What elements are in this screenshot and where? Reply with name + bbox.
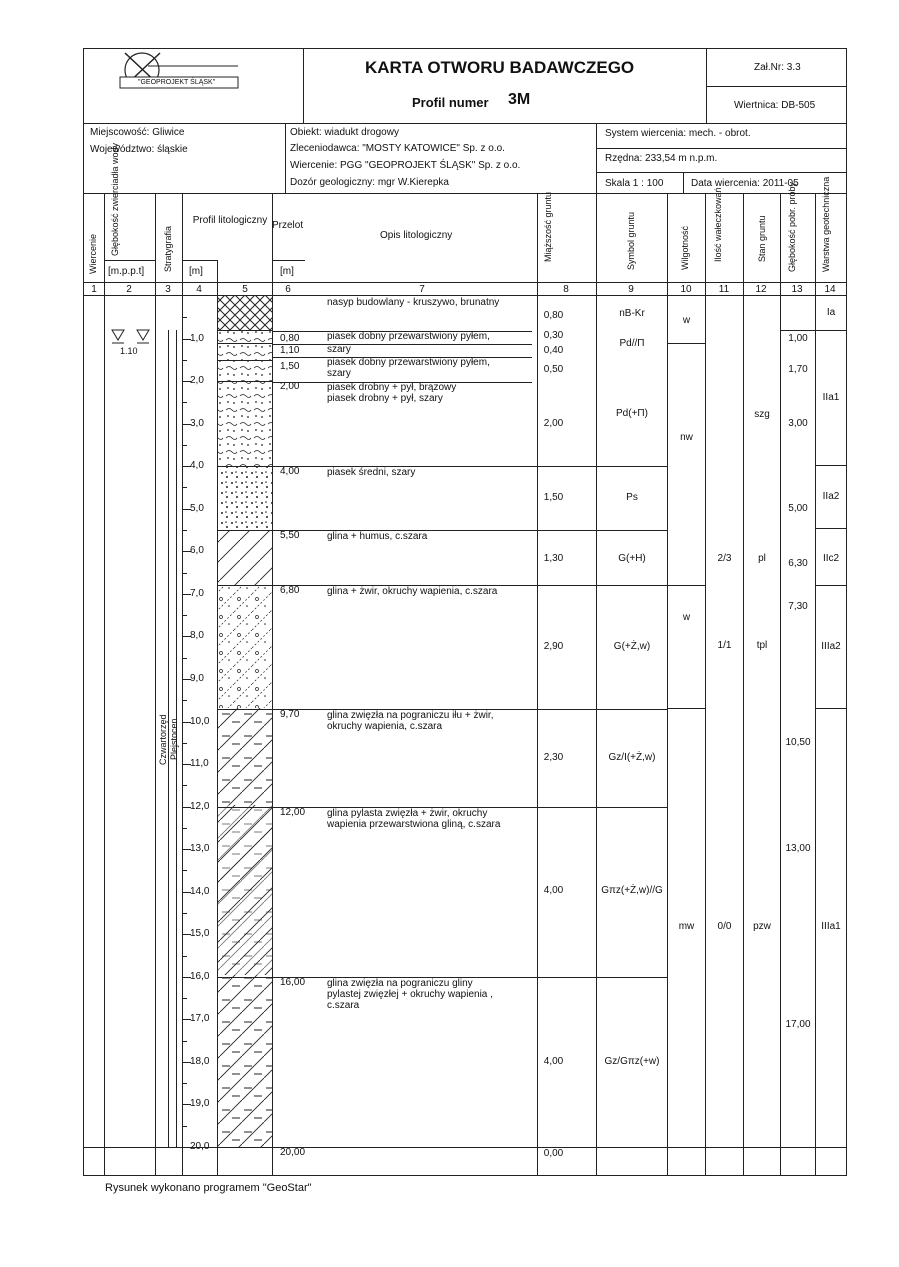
geotech-layer: IIa2 [822, 491, 840, 502]
depth-tick [183, 1147, 191, 1148]
layer-description: glina zwięzła na pograniczu iłu + żwir, [327, 709, 494, 721]
col-number: 4 [196, 284, 202, 295]
depth-tick [183, 1019, 191, 1020]
depth-tick [183, 594, 191, 595]
layer-boundary [272, 466, 667, 467]
col-number: 12 [755, 284, 767, 295]
layer-thickness: 0,30 [543, 330, 564, 341]
layer-description: piasek drobny + pył, szary [327, 393, 443, 404]
column-separator [815, 465, 846, 466]
soil-state-value: pl [758, 553, 766, 564]
col-unit-water: [m.p.p.t] [108, 266, 145, 277]
litho-glina-zwiezla [217, 708, 272, 805]
col-number: 14 [824, 284, 836, 295]
soil-state-value: tpl [756, 640, 768, 651]
depth-tick-label: 2,0 [190, 375, 204, 387]
layer-symbol: G(+H) [618, 553, 646, 564]
col-number: 10 [680, 284, 692, 295]
layer-top-depth: 2,00 [280, 381, 300, 392]
lithology-boundary [217, 343, 272, 344]
drilling: Wiercenie: PGG "GEOPROJEKT ŚLĄSK" Sp. z o.o. [290, 160, 521, 171]
column-separator [667, 585, 705, 586]
moisture-value: nw [680, 432, 693, 443]
layer-top-depth: 6,80 [280, 585, 300, 597]
depth-half-tick [183, 573, 187, 574]
depth-tick [183, 636, 191, 637]
col-header-rolls: Ilość wałeczkowań [713, 187, 723, 262]
layer-boundary [272, 1147, 667, 1148]
layer-thickness: 2,30 [543, 752, 564, 763]
layer-description: nasyp budowlany - kruszywo, brunatny [327, 297, 500, 308]
drilling-system: System wiercenia: mech. - obrot. [605, 128, 751, 139]
depth-half-tick [183, 658, 187, 659]
sample-depth: 13,00 [785, 843, 811, 854]
depth-half-tick [183, 1126, 187, 1127]
depth-half-tick [183, 785, 187, 786]
litho-nasyp [217, 296, 272, 331]
layer-symbol: nB-Kr [619, 308, 645, 319]
lithology-boundary [217, 360, 272, 361]
depth-tick-label: 6,0 [190, 545, 204, 557]
depth-tick-label: 11,0 [190, 758, 209, 770]
rolls-value: 1/1 [717, 640, 732, 651]
layer-description: piasek średni, szary [327, 467, 416, 479]
depth-half-tick [183, 998, 187, 999]
depth-tick [183, 849, 191, 850]
sample-depth: 10,50 [785, 737, 811, 748]
layer-top-depth: 20,00 [280, 1147, 306, 1158]
depth-half-tick [183, 743, 187, 744]
col-header-stratigraphy: Stratygrafia [163, 225, 173, 272]
col-number: 6 [285, 284, 291, 295]
layer-symbol: Gπz(+Ż,w)//G [601, 885, 663, 896]
layer-symbol: Pd//Π [619, 338, 645, 349]
col-number: 7 [419, 284, 425, 295]
stratigraphy-era: Czwartorzęd [158, 714, 168, 765]
layer-top-depth: 5,50 [280, 530, 300, 542]
layer-description: glina zwięzła na pograniczu gliny [327, 977, 473, 989]
col-number: 11 [718, 284, 730, 295]
depth-half-tick [183, 913, 187, 914]
locality: Miejscowość: Gliwice [90, 127, 185, 138]
layer-boundary [272, 357, 532, 358]
col-header-profile: Profil litologiczny [192, 215, 268, 226]
layer-symbol: Ps [626, 492, 638, 503]
depth-tick-label: 4,0 [190, 460, 204, 472]
col-header-water: Głębokość zwierciadła wody [110, 142, 120, 256]
sample-depth: 1,00 [788, 333, 808, 344]
depth-half-tick [183, 956, 187, 957]
profile-number: 3M [508, 91, 531, 108]
layer-boundary [272, 709, 667, 710]
depth-tick-label: 16,0 [190, 970, 210, 982]
depth-tick [183, 807, 191, 808]
litho-piasek-pyl [217, 331, 272, 467]
layer-description: glina + żwir, okruchy wapienia, c.szara [327, 586, 498, 598]
col-number: 9 [628, 284, 634, 295]
depth-tick [183, 679, 191, 680]
rolls-value: 2/3 [717, 553, 732, 564]
layer-description: piasek dobny przewarstwiony pyłem, [327, 331, 490, 342]
layer-thickness: 0,50 [543, 364, 564, 375]
depth-half-tick [183, 828, 187, 829]
depth-half-tick [183, 870, 187, 871]
depth-half-tick [183, 487, 187, 488]
drilling-date: Data wiercenia: 2011-05 [691, 178, 799, 189]
col-number: 3 [165, 284, 171, 295]
lithology-boundary [217, 381, 272, 382]
depth-half-tick [183, 1083, 187, 1084]
depth-tick [183, 764, 191, 765]
depth-tick [183, 892, 191, 893]
layer-description: piasek drobny + pył, brązowy [327, 382, 457, 393]
col-header-symbol: Symbol gruntu [626, 211, 636, 270]
sample-depth: 3,00 [788, 418, 808, 429]
moisture-value: w [682, 315, 691, 326]
depth-tick-label: 3,0 [190, 417, 204, 429]
lithology-boundary [217, 530, 272, 531]
object: Obiekt: wiadukt drogowy [290, 127, 399, 138]
depth-half-tick [183, 445, 187, 446]
depth-tick [183, 339, 191, 340]
layer-top-depth: 4,00 [280, 466, 300, 478]
page-title: KARTA OTWORU BADAWCZEGO [365, 58, 635, 77]
supervision: Dozór geologiczny: mgr W.Kierepka [290, 177, 449, 188]
depth-half-tick [183, 1041, 187, 1042]
depth-half-tick [183, 360, 187, 361]
moisture-value: mw [678, 921, 695, 932]
depth-half-tick [183, 615, 187, 616]
layer-boundary [272, 807, 667, 808]
depth-tick [183, 1062, 191, 1063]
logo-text: "GEOPROJEKT ŚLĄSK" [138, 79, 216, 86]
column-separator [780, 330, 815, 331]
layer-thickness: 0,80 [543, 310, 564, 321]
lithology-boundary [217, 807, 272, 808]
attachment-number: Zał.Nr: 3.3 [754, 62, 801, 73]
layer-top-depth: 0,80 [280, 333, 300, 344]
layer-top-depth: 1,50 [280, 361, 300, 372]
layer-thickness: 1,30 [543, 553, 564, 564]
sample-depth: 5,00 [788, 503, 808, 514]
layer-thickness: 0,40 [543, 345, 564, 356]
depth-tick [183, 424, 191, 425]
profile-label: Profil numer [412, 95, 489, 110]
layer-boundary [272, 530, 667, 531]
depth-tick-label: 5,0 [190, 502, 204, 514]
col-header-przelot: Przelot [272, 220, 304, 231]
depth-tick-label: 17,0 [190, 1013, 210, 1025]
depth-tick-label: 10,0 [190, 715, 210, 727]
depth-tick-label: 9,0 [190, 672, 204, 684]
depth-tick [183, 1104, 191, 1105]
depth-half-tick [183, 700, 187, 701]
soil-state-value: pzw [753, 921, 771, 932]
depth-tick-label: 19,0 [190, 1098, 210, 1110]
col-number: 1 [91, 284, 97, 295]
col-header-state: Stan gruntu [757, 215, 767, 262]
col-unit-profile: [m] [189, 266, 203, 277]
rolls-value: 0/0 [717, 921, 732, 932]
depth-tick-label: 20,0 [190, 1141, 210, 1152]
voivodeship: Województwo: śląskie [90, 144, 188, 155]
layer-description: pylastej zwięzłej + okruchy wapienia , [327, 988, 493, 1000]
layer-thickness: 4,00 [543, 1056, 564, 1067]
moisture-value: w [682, 612, 691, 623]
sample-depth: 7,30 [788, 601, 808, 612]
layer-description: szary [327, 344, 351, 355]
depth-half-tick [183, 317, 187, 318]
layer-description: glina + humus, c.szara [327, 531, 428, 543]
layer-top-depth: 12,00 [280, 806, 306, 818]
layer-boundary [272, 977, 667, 978]
column-separator [815, 585, 846, 586]
geotech-layer: IIIa2 [821, 641, 841, 652]
water-level-value: 1.10 [120, 346, 138, 356]
col-number: 13 [791, 284, 803, 295]
depth-tick-label: 13,0 [190, 843, 210, 855]
geotech-layer: Ia [826, 307, 836, 318]
depth-half-tick [183, 402, 187, 403]
lithology-boundary [217, 977, 272, 978]
layer-boundary [272, 585, 667, 586]
lithology-boundary [217, 466, 272, 467]
col-header-moisture: Wilgotność [680, 225, 690, 270]
column-separator [667, 343, 705, 344]
drilling-rig: Wiertnica: DB-505 [734, 100, 816, 111]
layer-thickness: 2,90 [543, 641, 564, 652]
litho-glina-humus [217, 530, 272, 585]
depth-tick-label: 12,0 [190, 800, 210, 812]
layer-description: szary [327, 368, 351, 379]
col-header-description: Opis litologiczny [380, 230, 453, 241]
layer-boundary [272, 382, 532, 383]
column-separator [815, 708, 846, 709]
col-unit-przelot: [m] [280, 266, 294, 277]
litho-piasek-sredni [217, 467, 272, 530]
layer-boundary [272, 331, 532, 332]
water-level-icon [112, 330, 149, 343]
sample-depth: 6,30 [788, 558, 808, 569]
depth-tick [183, 934, 191, 935]
lithology-boundary [217, 585, 272, 586]
col-number: 8 [563, 284, 569, 295]
depth-tick [183, 977, 191, 978]
layer-description: wapienia przewarstwiona gliną, c.szara [327, 818, 501, 830]
litho-glina-zwir [217, 585, 272, 708]
layer-description: okruchy wapienia, c.szara [327, 720, 443, 732]
layer-symbol: Gz/Gπz(+w) [604, 1056, 660, 1067]
column-separator [815, 528, 846, 529]
client: Zleceniodawca: "MOSTY KATOWICE" Sp. z o.o. [290, 143, 505, 154]
depth-tick [183, 509, 191, 510]
lithology-boundary [217, 330, 272, 331]
elevation: Rzędna: 233,54 m n.p.m. [605, 153, 718, 164]
layer-description: glina pylasta zwięzła + żwir, okruchy [327, 807, 488, 819]
layer-description: piasek dobny przewarstwiony pyłem, [327, 357, 490, 368]
scale: Skala 1 : 100 [605, 178, 664, 189]
lithology-boundary [217, 1147, 272, 1148]
sample-depth: 1,70 [788, 364, 808, 375]
lithology-boundary [217, 709, 272, 710]
depth-tick-label: 8,0 [190, 630, 204, 642]
col-header-sample-depth: Głębokość pobr. próby [787, 181, 797, 272]
layer-thickness: 0,00 [543, 1148, 564, 1159]
sample-depth: 17,00 [785, 1019, 811, 1030]
col-header-thickness: Miąższość gruntu [543, 191, 553, 262]
layer-description: c.szara [327, 999, 360, 1011]
footer-note: Rysunek wykonano programem "GeoStar" [105, 1182, 312, 1194]
layer-thickness: 1,50 [543, 492, 564, 503]
column-separator [667, 708, 705, 709]
geotech-layer: IIa1 [822, 392, 840, 403]
layer-thickness: 4,00 [543, 885, 564, 896]
layer-symbol: G(+Ż,w) [613, 641, 651, 652]
col-header-geotech: Warstwa geotechniczna [821, 176, 831, 272]
depth-tick [183, 551, 191, 552]
layer-thickness: 2,00 [543, 418, 564, 429]
col-number: 5 [242, 284, 248, 295]
col-header-wiercenie: Wiercenie [88, 233, 98, 274]
depth-tick-label: 7,0 [190, 587, 204, 599]
layer-symbol: Pd(+Π) [616, 408, 648, 419]
layer-top-depth: 9,70 [280, 708, 300, 720]
depth-half-tick [183, 530, 187, 531]
layer-top-depth: 16,00 [280, 976, 306, 988]
column-separator [815, 330, 846, 331]
depth-tick-label: 15,0 [190, 928, 210, 940]
depth-tick [183, 381, 191, 382]
soil-state-value: szg [754, 409, 770, 420]
depth-tick-label: 1,0 [190, 332, 204, 344]
layer-top-depth: 1,10 [280, 345, 300, 356]
depth-tick [183, 466, 191, 467]
layer-boundary [272, 344, 532, 345]
stratigraphy-epoch: Plejstocen [169, 718, 179, 760]
depth-tick-label: 14,0 [190, 885, 210, 897]
geotech-layer: IIc2 [822, 553, 840, 564]
depth-tick-label: 18,0 [190, 1055, 210, 1067]
geotech-layer: IIIa1 [821, 921, 841, 932]
litho-glina-zwiezla-2 [217, 975, 272, 1147]
layer-symbol: Gz/I(+Ż,w) [608, 752, 656, 763]
depth-tick [183, 722, 191, 723]
col-number: 2 [126, 284, 132, 295]
